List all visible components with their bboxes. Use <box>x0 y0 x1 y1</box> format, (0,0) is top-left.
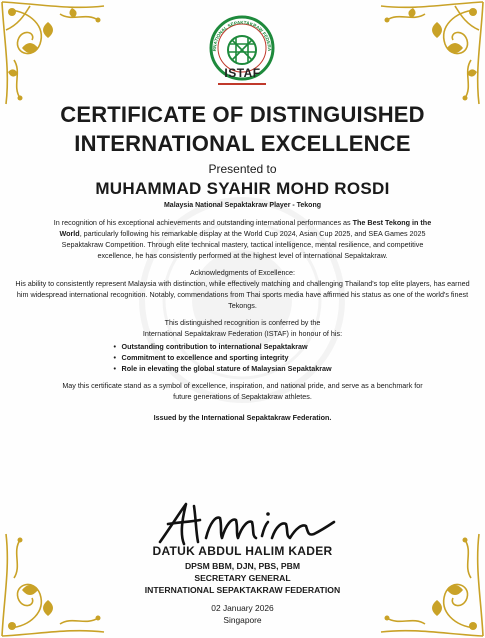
recognition-paragraph <box>53 217 433 261</box>
list-item: • Outstanding contribution to international Sepaktakraw <box>114 341 414 352</box>
list-item: • Commitment to excellence and sporting integrity <box>114 352 414 363</box>
signatory-organisation: INTERNATIONAL SEPAKTAKRAW FEDERATION <box>144 585 341 595</box>
recipient-name: MUHAMMAD SYAHIR MOHD ROSDI <box>95 179 390 198</box>
certificate-body <box>0 100 485 423</box>
honour-list <box>72 341 414 374</box>
title-line-2: INTERNATIONAL EXCELLENCE <box>74 131 411 156</box>
recognition-intro: In recognition of his exceptional achievements and outstanding international performances as <box>53 218 353 227</box>
recognition-highlight: The Best Tekong in the World <box>59 218 432 238</box>
logo-underline <box>218 83 266 85</box>
logo-wordmark: ISTAF <box>224 66 261 80</box>
handwritten-signature-icon <box>150 498 340 548</box>
issue-date: 02 January 2026 <box>211 603 274 613</box>
title-line-1: CERTIFICATE OF DISTINGUISHED <box>60 102 425 127</box>
issue-place: Singapore <box>223 615 262 625</box>
gold-corner-ornament-icon <box>0 0 110 110</box>
signatory-honours: DPSM BBM, DJN, PBS, PBM <box>184 561 301 571</box>
signatory-position: SECRETARY GENERAL <box>194 573 291 583</box>
signatory-name: DATUK ABDUL HALIM KADER <box>152 544 333 558</box>
conferred-line-1: This distinguished recognition is conferred by the <box>164 318 321 327</box>
closing-paragraph: May this certificate stand as a symbol of excellence, inspiration, and national pride, and serve as a benchmark for future generations of Sepaktakraw athletes. <box>62 381 423 401</box>
issued-by: Issued by the International Sepaktakraw Federation. <box>153 413 332 422</box>
gold-corner-ornament-icon <box>375 0 485 110</box>
recipient-role: Malaysia National Sepaktakraw Player - Tekong <box>163 202 322 209</box>
acknowledgments-heading: Acknowledgments of Excellence: <box>189 268 296 277</box>
acknowledgments-body: His ability to consistently represent Malaysia with distinction, while effectively matching and challenging Thailand's top elite players, has earned him widespread international recognition. Notably, commendations from Thai sports media have affirmed his status as one of the world's finest Tekongs. <box>15 279 470 310</box>
presented-to-label: Presented to <box>208 162 277 176</box>
acknowledgments-paragraph <box>15 267 470 311</box>
certificate-title <box>0 100 485 158</box>
logo-ring-text: RNATIONAL SEPAKTAKRAW FEDERA <box>211 19 273 52</box>
conferred-line-2: International Sepaktakraw Federation (ISTAF) in honour of his: <box>142 329 343 338</box>
list-item: • Role in elevating the global stature of Malaysian Sepaktakraw <box>114 363 414 374</box>
conferred-paragraph <box>53 317 433 339</box>
recognition-rest: , particularly following his remarkable display at the World Cup 2024, Asian Cup 2025, and SEA Games 2025 Sepaktakraw Competition. Through elite technical mastery, tactical intelligence, mental resilience, and competitive excellence, he has consistently performed at the highest level of international Sepaktakraw. <box>61 229 426 260</box>
